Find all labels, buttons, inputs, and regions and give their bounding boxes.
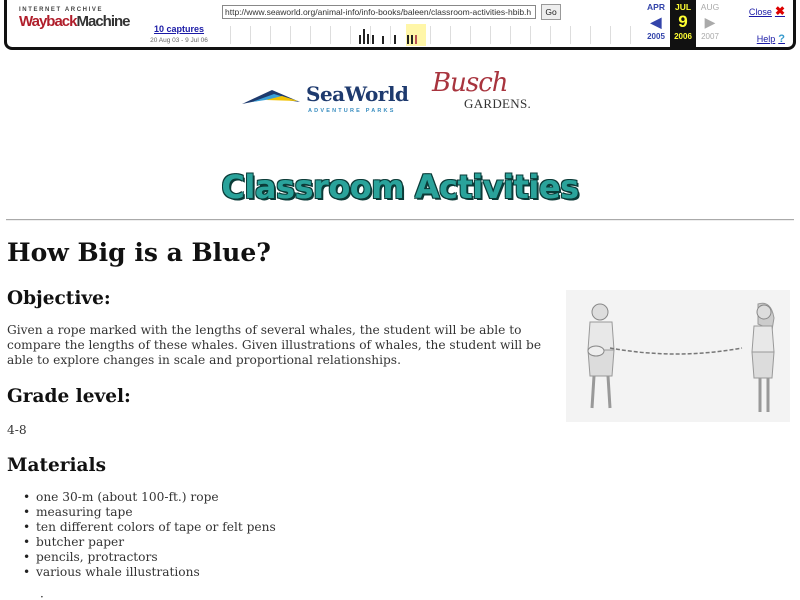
wordmark-wayback: Wayback — [19, 13, 77, 30]
go-button[interactable]: Go — [541, 4, 561, 20]
wordmark-machine: Machine — [76, 13, 130, 30]
materials-list — [36, 490, 276, 580]
list-item: • measuring tape — [36, 505, 276, 520]
year-tick — [470, 26, 471, 44]
year-tick — [450, 26, 451, 44]
capture-bar — [359, 35, 361, 44]
capture-bar — [363, 29, 365, 44]
current-month: JUL — [674, 2, 692, 12]
date-navigator — [643, 0, 725, 47]
prev-arrow-icon[interactable]: ◀ — [650, 14, 662, 30]
wayback-logo[interactable] — [19, 7, 130, 30]
list-item: • pencils, protractors — [36, 550, 276, 565]
capture-bar — [411, 35, 413, 44]
year-tick — [330, 26, 331, 44]
help-button[interactable] — [757, 33, 785, 45]
capture-bar — [382, 36, 384, 44]
close-icon[interactable]: ✖ — [774, 4, 785, 18]
objective-text: Given a rope marked with the lengths of several whales, the student will be able to compare the lengths of these whales. Given illustrations of whales, the student will be able to explore changes in scale and proportional relationships. — [7, 323, 542, 367]
grade-heading: Grade level: — [7, 386, 131, 407]
capture-sparkline[interactable] — [220, 24, 642, 46]
year-tick — [250, 26, 251, 44]
wayback-machine-wordmark — [19, 13, 130, 30]
help-label[interactable]: Help — [756, 34, 776, 44]
year-tick — [590, 26, 591, 44]
busch-wordmark: Busch — [432, 68, 508, 98]
year-tick — [270, 26, 271, 44]
wayback-toolbar — [4, 0, 796, 50]
year-tick — [610, 26, 611, 44]
materials-heading: Materials — [7, 455, 106, 476]
capture-bar — [407, 35, 409, 44]
year-tick — [630, 26, 631, 44]
internet-archive-label: INTERNET ARCHIVE — [19, 7, 104, 13]
children-with-rope-image — [566, 290, 790, 422]
capture-range: 20 Aug 03 - 9 Jul 06 — [150, 37, 208, 44]
busch-gardens-logo[interactable] — [430, 68, 540, 118]
help-icon[interactable]: ? — [778, 33, 785, 45]
rope-illustration — [566, 290, 790, 422]
gardens-wordmark: GARDENS. — [464, 96, 532, 111]
seaworld-logo[interactable] — [240, 76, 415, 116]
next-capture — [697, 0, 723, 47]
next-section-fragment: · — [40, 590, 44, 600]
year-tick — [350, 26, 351, 44]
grade-text: 4-8 — [7, 423, 27, 437]
current-year: 2006 — [674, 32, 692, 41]
year-tick — [550, 26, 551, 44]
year-tick — [390, 26, 391, 44]
section-banner: Classroom Activities — [221, 168, 579, 206]
list-item: • butcher paper — [36, 535, 276, 550]
prev-year[interactable]: 2005 — [647, 32, 665, 41]
year-tick — [570, 26, 571, 44]
seaworld-subtitle: ADVENTURE PARKS — [308, 108, 396, 114]
brand-logos — [240, 68, 540, 118]
list-item: • ten different colors of tape or felt pens — [36, 520, 276, 535]
prev-month: APR — [647, 2, 665, 12]
year-tick — [290, 26, 291, 44]
prev-capture[interactable] — [643, 0, 669, 47]
capture-bar — [394, 35, 396, 44]
year-tick — [430, 26, 431, 44]
year-tick — [510, 26, 511, 44]
seaworld-swoosh-icon — [242, 86, 302, 108]
close-button[interactable] — [749, 4, 785, 18]
seaworld-wordmark: SeaWorld — [306, 82, 409, 106]
current-capture — [670, 0, 696, 47]
url-input[interactable]: http://www.seaworld.org/animal-info/info-books/baleen/classroom-activities-hbib.h — [222, 5, 536, 19]
capture-bar-current — [415, 35, 417, 44]
divider — [6, 219, 794, 221]
objective-heading: Objective: — [7, 288, 111, 309]
close-label[interactable]: Close — [748, 7, 772, 17]
capture-bar — [367, 34, 369, 44]
page-title: How Big is a Blue? — [7, 238, 271, 267]
next-year: 2007 — [701, 32, 719, 41]
captures-info — [139, 24, 219, 44]
current-day: 9 — [678, 12, 688, 31]
capture-bar — [372, 35, 374, 44]
captures-link[interactable]: 10 captures — [153, 24, 205, 34]
list-item: • one 30-m (about 100-ft.) rope — [36, 490, 276, 505]
year-tick — [310, 26, 311, 44]
next-month: AUG — [700, 2, 720, 12]
next-arrow-icon: ▶ — [704, 14, 716, 30]
year-tick — [530, 26, 531, 44]
list-item: • various whale illustrations — [36, 565, 276, 580]
year-tick — [230, 26, 231, 44]
year-tick — [490, 26, 491, 44]
year-tick — [370, 26, 371, 44]
